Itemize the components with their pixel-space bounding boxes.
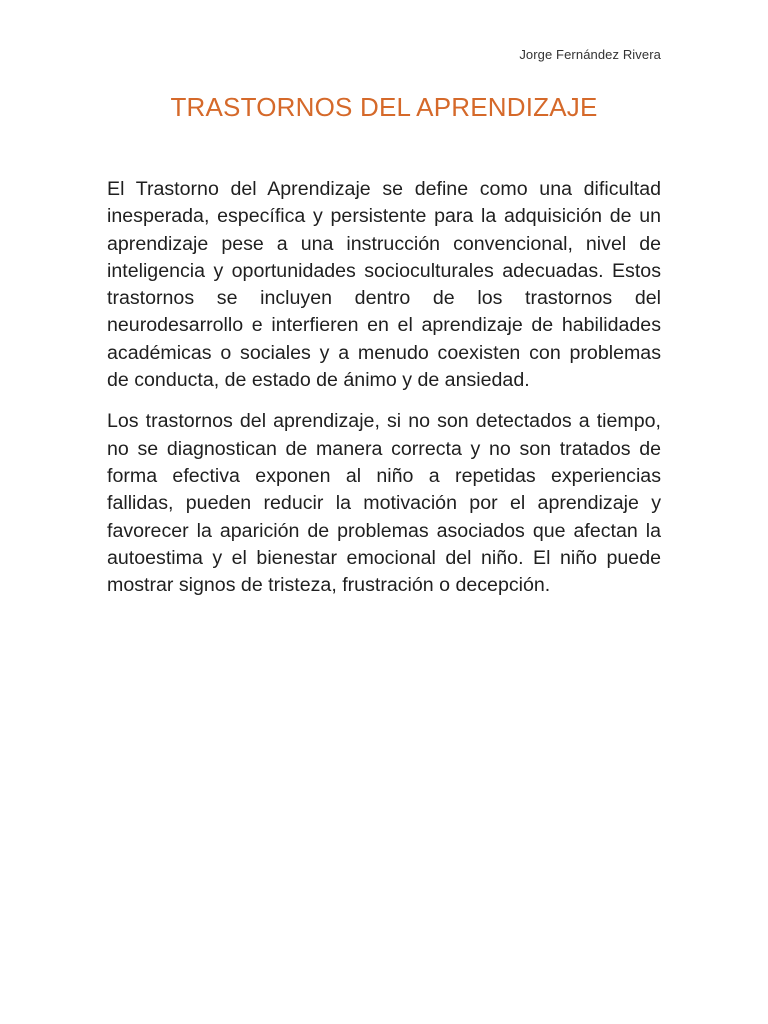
paragraph-consequences: Los trastornos del aprendizaje, si no son detectados a tiempo, no se diagnostican de manera correcta y no son tratados de forma efectiva exponen al niño a repetidas experiencias fallidas, pueden reducir la motivación por el aprendizaje y favorecer la aparición de problemas asociados que afectan la autoestima y el bienestar emocional del niño. El niño puede mostrar signos de tristeza, frustración o decepción. xyxy=(107,410,661,597)
author-header: Jorge Fernández Rivera xyxy=(519,47,661,62)
page-title: TRASTORNOS DEL APRENDIZAJE xyxy=(170,92,598,122)
document-body xyxy=(107,176,661,613)
paragraph-definition: El Trastorno del Aprendizaje se define como una dificultad inesperada, específica y persistente para la adquisición de un aprendizaje pese a una instrucción convencional, nivel de inteligencia y oportunidades socioculturales adecuadas. Estos trastornos se incluyen dentro de los trastornos del neurodesarrollo e interfieren en el aprendizaje de habilidades académicas o sociales y a menudo coexisten con problemas de conducta, de estado de ánimo y de ansiedad. xyxy=(107,178,661,392)
